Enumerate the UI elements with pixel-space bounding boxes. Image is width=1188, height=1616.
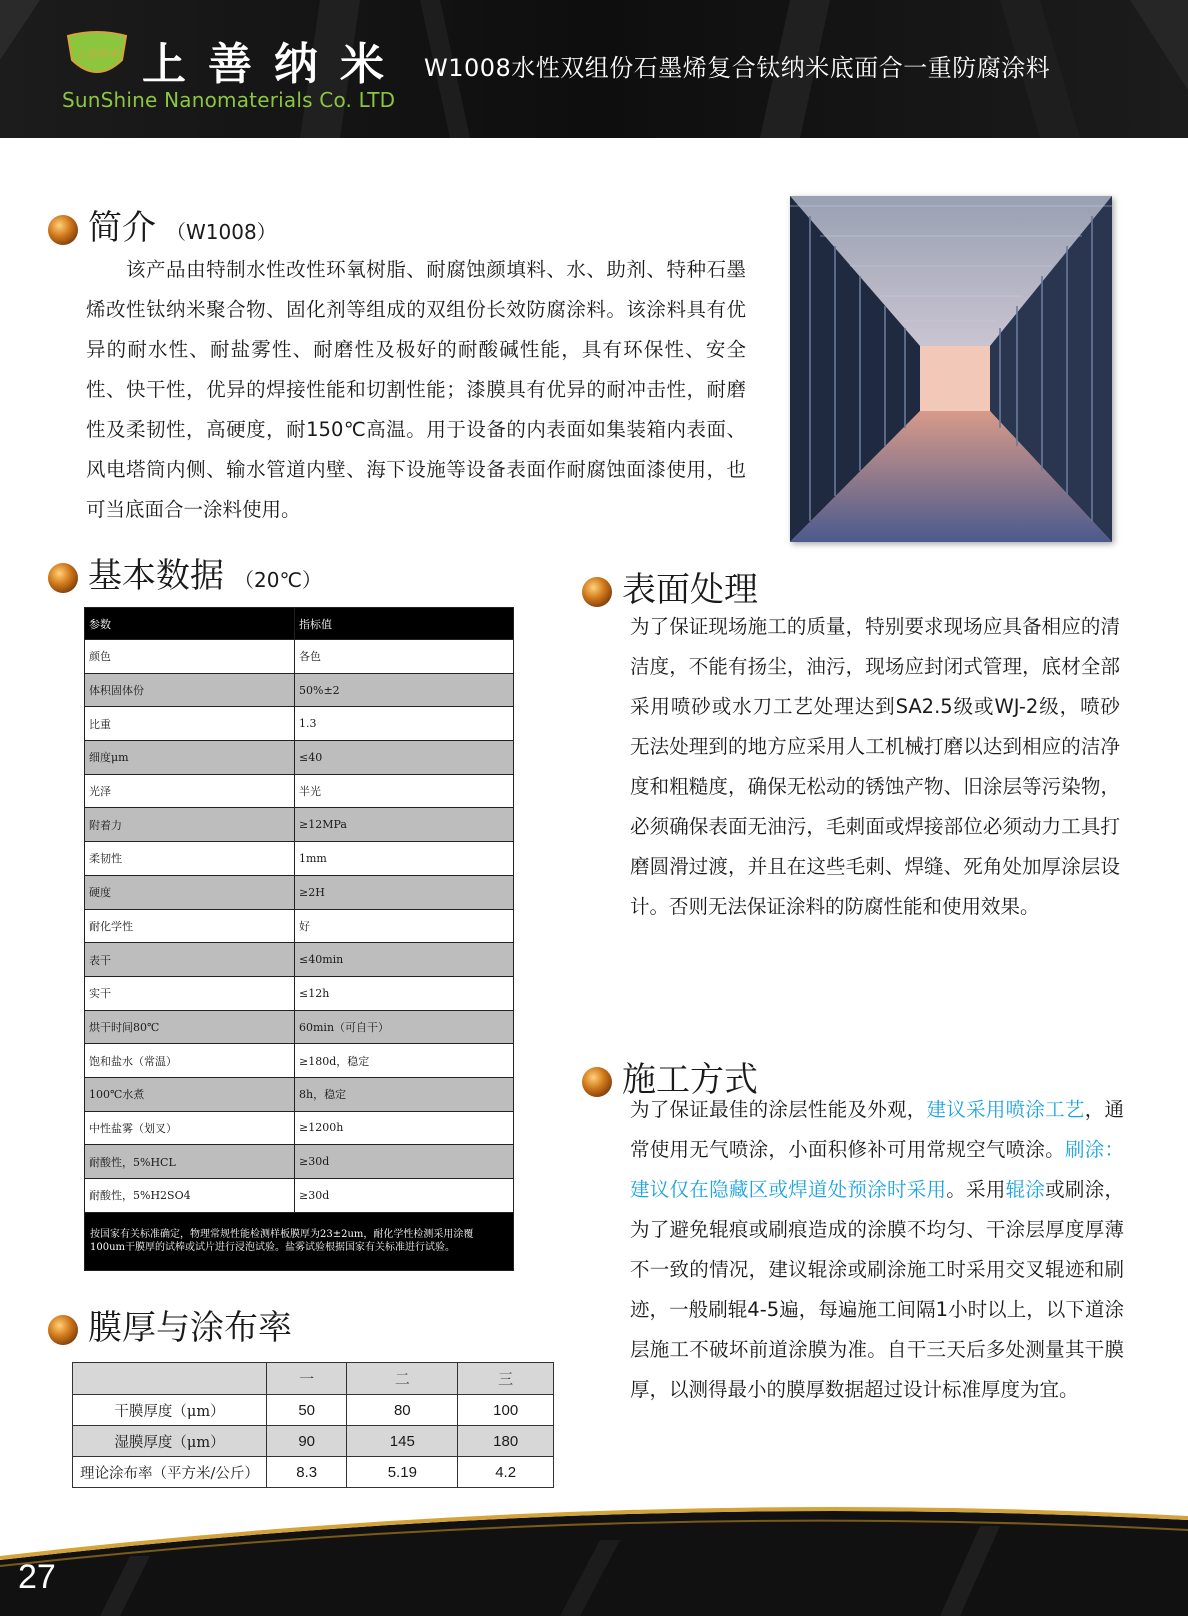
table-row bbox=[85, 1179, 514, 1213]
table-row bbox=[85, 1044, 514, 1078]
basic-data-subtitle: （20℃） bbox=[234, 568, 322, 592]
table-cell: 90 bbox=[267, 1426, 347, 1457]
table-cell: 100 bbox=[458, 1395, 554, 1426]
table-cell: ≥1200h bbox=[295, 1111, 514, 1145]
table-row bbox=[85, 1145, 514, 1179]
basic-data-title: 基本数据 bbox=[88, 556, 224, 596]
intro-heading bbox=[48, 200, 277, 249]
table-row bbox=[73, 1426, 554, 1457]
basic-data-table bbox=[84, 607, 514, 1271]
surface-title: 表面处理 bbox=[622, 570, 758, 610]
table-cell: 60min（可自干） bbox=[295, 1010, 514, 1044]
intro-subtitle: （W1008） bbox=[166, 220, 277, 244]
table-header-row bbox=[85, 608, 514, 640]
table-cell: 耐化学性 bbox=[85, 909, 295, 943]
table-cell: 50%±2 bbox=[295, 673, 514, 707]
table-cell: 湿膜厚度（μm） bbox=[73, 1426, 267, 1457]
table-cell: ≤12h bbox=[295, 976, 514, 1010]
table-cell: 硬度 bbox=[85, 875, 295, 909]
page-number: 27 bbox=[18, 1558, 56, 1596]
product-title: W1008水性双组份石墨烯复合钛纳米底面合一重防腐涂料 bbox=[424, 54, 1051, 82]
table-cell: 光泽 bbox=[85, 774, 295, 808]
table-cell: ≥12MPa bbox=[295, 808, 514, 842]
surface-heading bbox=[582, 562, 758, 611]
table-row bbox=[85, 673, 514, 707]
construction-title: 施工方式 bbox=[622, 1060, 758, 1100]
table-cell: ≤40min bbox=[295, 943, 514, 977]
gold-bullet-icon bbox=[582, 577, 612, 607]
table-cell: 4.2 bbox=[458, 1457, 554, 1488]
table-cell: ≤40 bbox=[295, 741, 514, 775]
table-cell: 理论涂布率（平方米/公斤） bbox=[73, 1457, 267, 1488]
table-cell: ≥180d，稳定 bbox=[295, 1044, 514, 1078]
page-header bbox=[0, 0, 1188, 138]
table-cell: ≥30d bbox=[295, 1145, 514, 1179]
table-row bbox=[85, 741, 514, 775]
table-header-cell: 三 bbox=[458, 1363, 554, 1395]
table-row bbox=[85, 707, 514, 741]
table-cell: ≥2H bbox=[295, 875, 514, 909]
construction-highlight: 刷涂：建议仅在隐藏区或焊道处预涂时采用 bbox=[630, 1138, 1124, 1201]
gold-bullet-icon bbox=[48, 563, 78, 593]
table-row bbox=[85, 1010, 514, 1044]
table-cell: 5.19 bbox=[347, 1457, 458, 1488]
table-cell: 50 bbox=[267, 1395, 347, 1426]
table-note: 按国家有关标准确定，物理常规性能检测样板膜厚为23±2um，耐化学性检测采用涂覆100um干膜厚的试棒或试片进行浸泡试验。盐雾试验根据国家有关标准进行试验。 bbox=[85, 1212, 514, 1270]
table-cell: 耐酸性，5%HCL bbox=[85, 1145, 295, 1179]
table-row bbox=[85, 640, 514, 674]
company-logo bbox=[62, 30, 132, 82]
table-row bbox=[85, 808, 514, 842]
table-cell: 中性盐雾（划叉） bbox=[85, 1111, 295, 1145]
table-row bbox=[85, 976, 514, 1010]
construction-text-part: 或刷涂，为了避免辊痕或刷痕造成的涂膜不均匀、干涂层厚度厚薄不一致的情况，建议辊涂或刷涂施工时采用交叉辊迹和刷迹，一般刷辊4-5遍，每遍施工间隔1小时以上，以下道涂层施工不破坏前道涂膜为准。自干三天后多处测量其干膜厚，以测得最小的膜厚数据超过设计标准厚度为宜。 bbox=[630, 1178, 1124, 1401]
table-cell: 半光 bbox=[295, 774, 514, 808]
gold-bullet-icon bbox=[48, 215, 78, 245]
table-cell: 180 bbox=[458, 1426, 554, 1457]
surface-text: 为了保证现场施工的质量，特别要求现场应具备相应的清洁度，不能有扬尘，油污，现场应封闭式管理，底材全部采用喷砂或水刀工艺处理达到SA2.5级或WJ-2级，喷砂无法处理到的地方应采用人工机械打磨以达到相应的洁净度和粗糙度，确保无松动的锈蚀产物、旧涂层等污染物，必须确保表面无油污，毛刺面或焊接部位必须动力工具打磨圆滑过渡，并且在这些毛刺、焊缝、死角处加厚涂层设计。否则无法保证涂料的防腐性能和使用效果。 bbox=[630, 615, 1120, 918]
table-header-cell: 二 bbox=[347, 1363, 458, 1395]
table-cell: 1mm bbox=[295, 842, 514, 876]
table-cell: 耐酸性，5%H2SO4 bbox=[85, 1179, 295, 1213]
gold-bullet-icon bbox=[48, 1315, 78, 1345]
table-cell: 表干 bbox=[85, 943, 295, 977]
intro-title: 简介 bbox=[88, 208, 156, 248]
server-room-photo bbox=[790, 196, 1112, 542]
svg-text:上善纳米: 上善纳米 bbox=[75, 48, 119, 61]
table-row bbox=[85, 774, 514, 808]
table-cell: 8h，稳定 bbox=[295, 1077, 514, 1111]
table-cell: 各色 bbox=[295, 640, 514, 674]
table-cell: 干膜厚度（μm） bbox=[73, 1395, 267, 1426]
film-thickness-table bbox=[72, 1362, 554, 1488]
construction-text-part: 为了保证最佳的涂层性能及外观， bbox=[630, 1098, 927, 1121]
table-cell: 烘干时间80℃ bbox=[85, 1010, 295, 1044]
page-footer bbox=[0, 1500, 1188, 1616]
table-cell: 好 bbox=[295, 909, 514, 943]
table-cell: 145 bbox=[347, 1426, 458, 1457]
construction-highlight: 建议采用喷涂工艺 bbox=[926, 1098, 1085, 1121]
construction-text-part: ，通常使用无气喷涂，小面积修补可用常规空气喷涂。 bbox=[630, 1098, 1124, 1161]
table-row bbox=[85, 842, 514, 876]
gold-bullet-icon bbox=[582, 1067, 612, 1097]
table-row bbox=[85, 875, 514, 909]
table-cell: ≥30d bbox=[295, 1179, 514, 1213]
table-header-value: 指标值 bbox=[295, 608, 514, 640]
table-header-cell bbox=[73, 1363, 267, 1395]
table-cell: 颜色 bbox=[85, 640, 295, 674]
table-cell: 体积固体份 bbox=[85, 673, 295, 707]
table-header-row bbox=[73, 1363, 554, 1395]
basic-data-heading bbox=[48, 548, 322, 597]
table-row bbox=[85, 1111, 514, 1145]
table-cell: 饱和盐水（常温） bbox=[85, 1044, 295, 1078]
table-cell: 8.3 bbox=[267, 1457, 347, 1488]
construction-highlight: 辊涂 bbox=[1005, 1178, 1046, 1201]
table-cell: 80 bbox=[347, 1395, 458, 1426]
table-row bbox=[85, 909, 514, 943]
table-row bbox=[73, 1457, 554, 1488]
table-row bbox=[73, 1395, 554, 1426]
table-header-param: 参数 bbox=[85, 608, 295, 640]
table-cell: 1.3 bbox=[295, 707, 514, 741]
table-header-cell: 一 bbox=[267, 1363, 347, 1395]
brand-chinese-name: 上善纳米 bbox=[142, 39, 406, 90]
table-cell: 附着力 bbox=[85, 808, 295, 842]
table-cell: 细度μm bbox=[85, 741, 295, 775]
table-row bbox=[85, 943, 514, 977]
film-title: 膜厚与涂布率 bbox=[88, 1308, 292, 1348]
table-note-row bbox=[85, 1212, 514, 1270]
construction-text bbox=[630, 1090, 1124, 1410]
construction-text-part: 。采用 bbox=[946, 1178, 1006, 1201]
table-cell: 实干 bbox=[85, 976, 295, 1010]
table-cell: 柔韧性 bbox=[85, 842, 295, 876]
table-row bbox=[85, 1077, 514, 1111]
intro-text: 该产品由特制水性改性环氧树脂、耐腐蚀颜填料、水、助剂、特种石墨烯改性钛纳米聚合物、固化剂等组成的双组份长效防腐涂料。该涂料具有优异的耐水性、耐盐雾性、耐磨性及极好的耐酸碱性能，具有环保性、安全性、快干性，优异的焊接性能和切割性能；漆膜具有优异的耐冲击性，耐磨性及柔韧性，高硬度，耐150℃高温。用于设备的内表面如集装箱内表面、风电塔筒内侧、输水管道内壁、海下设施等设备表面作耐腐蚀面漆使用，也可当底面合一涂料使用。 bbox=[86, 258, 746, 521]
film-heading bbox=[48, 1300, 292, 1349]
table-cell: 比重 bbox=[85, 707, 295, 741]
table-cell: 100℃水煮 bbox=[85, 1077, 295, 1111]
brand-english-name: SunShine Nanomaterials Co. LTD bbox=[62, 88, 396, 112]
